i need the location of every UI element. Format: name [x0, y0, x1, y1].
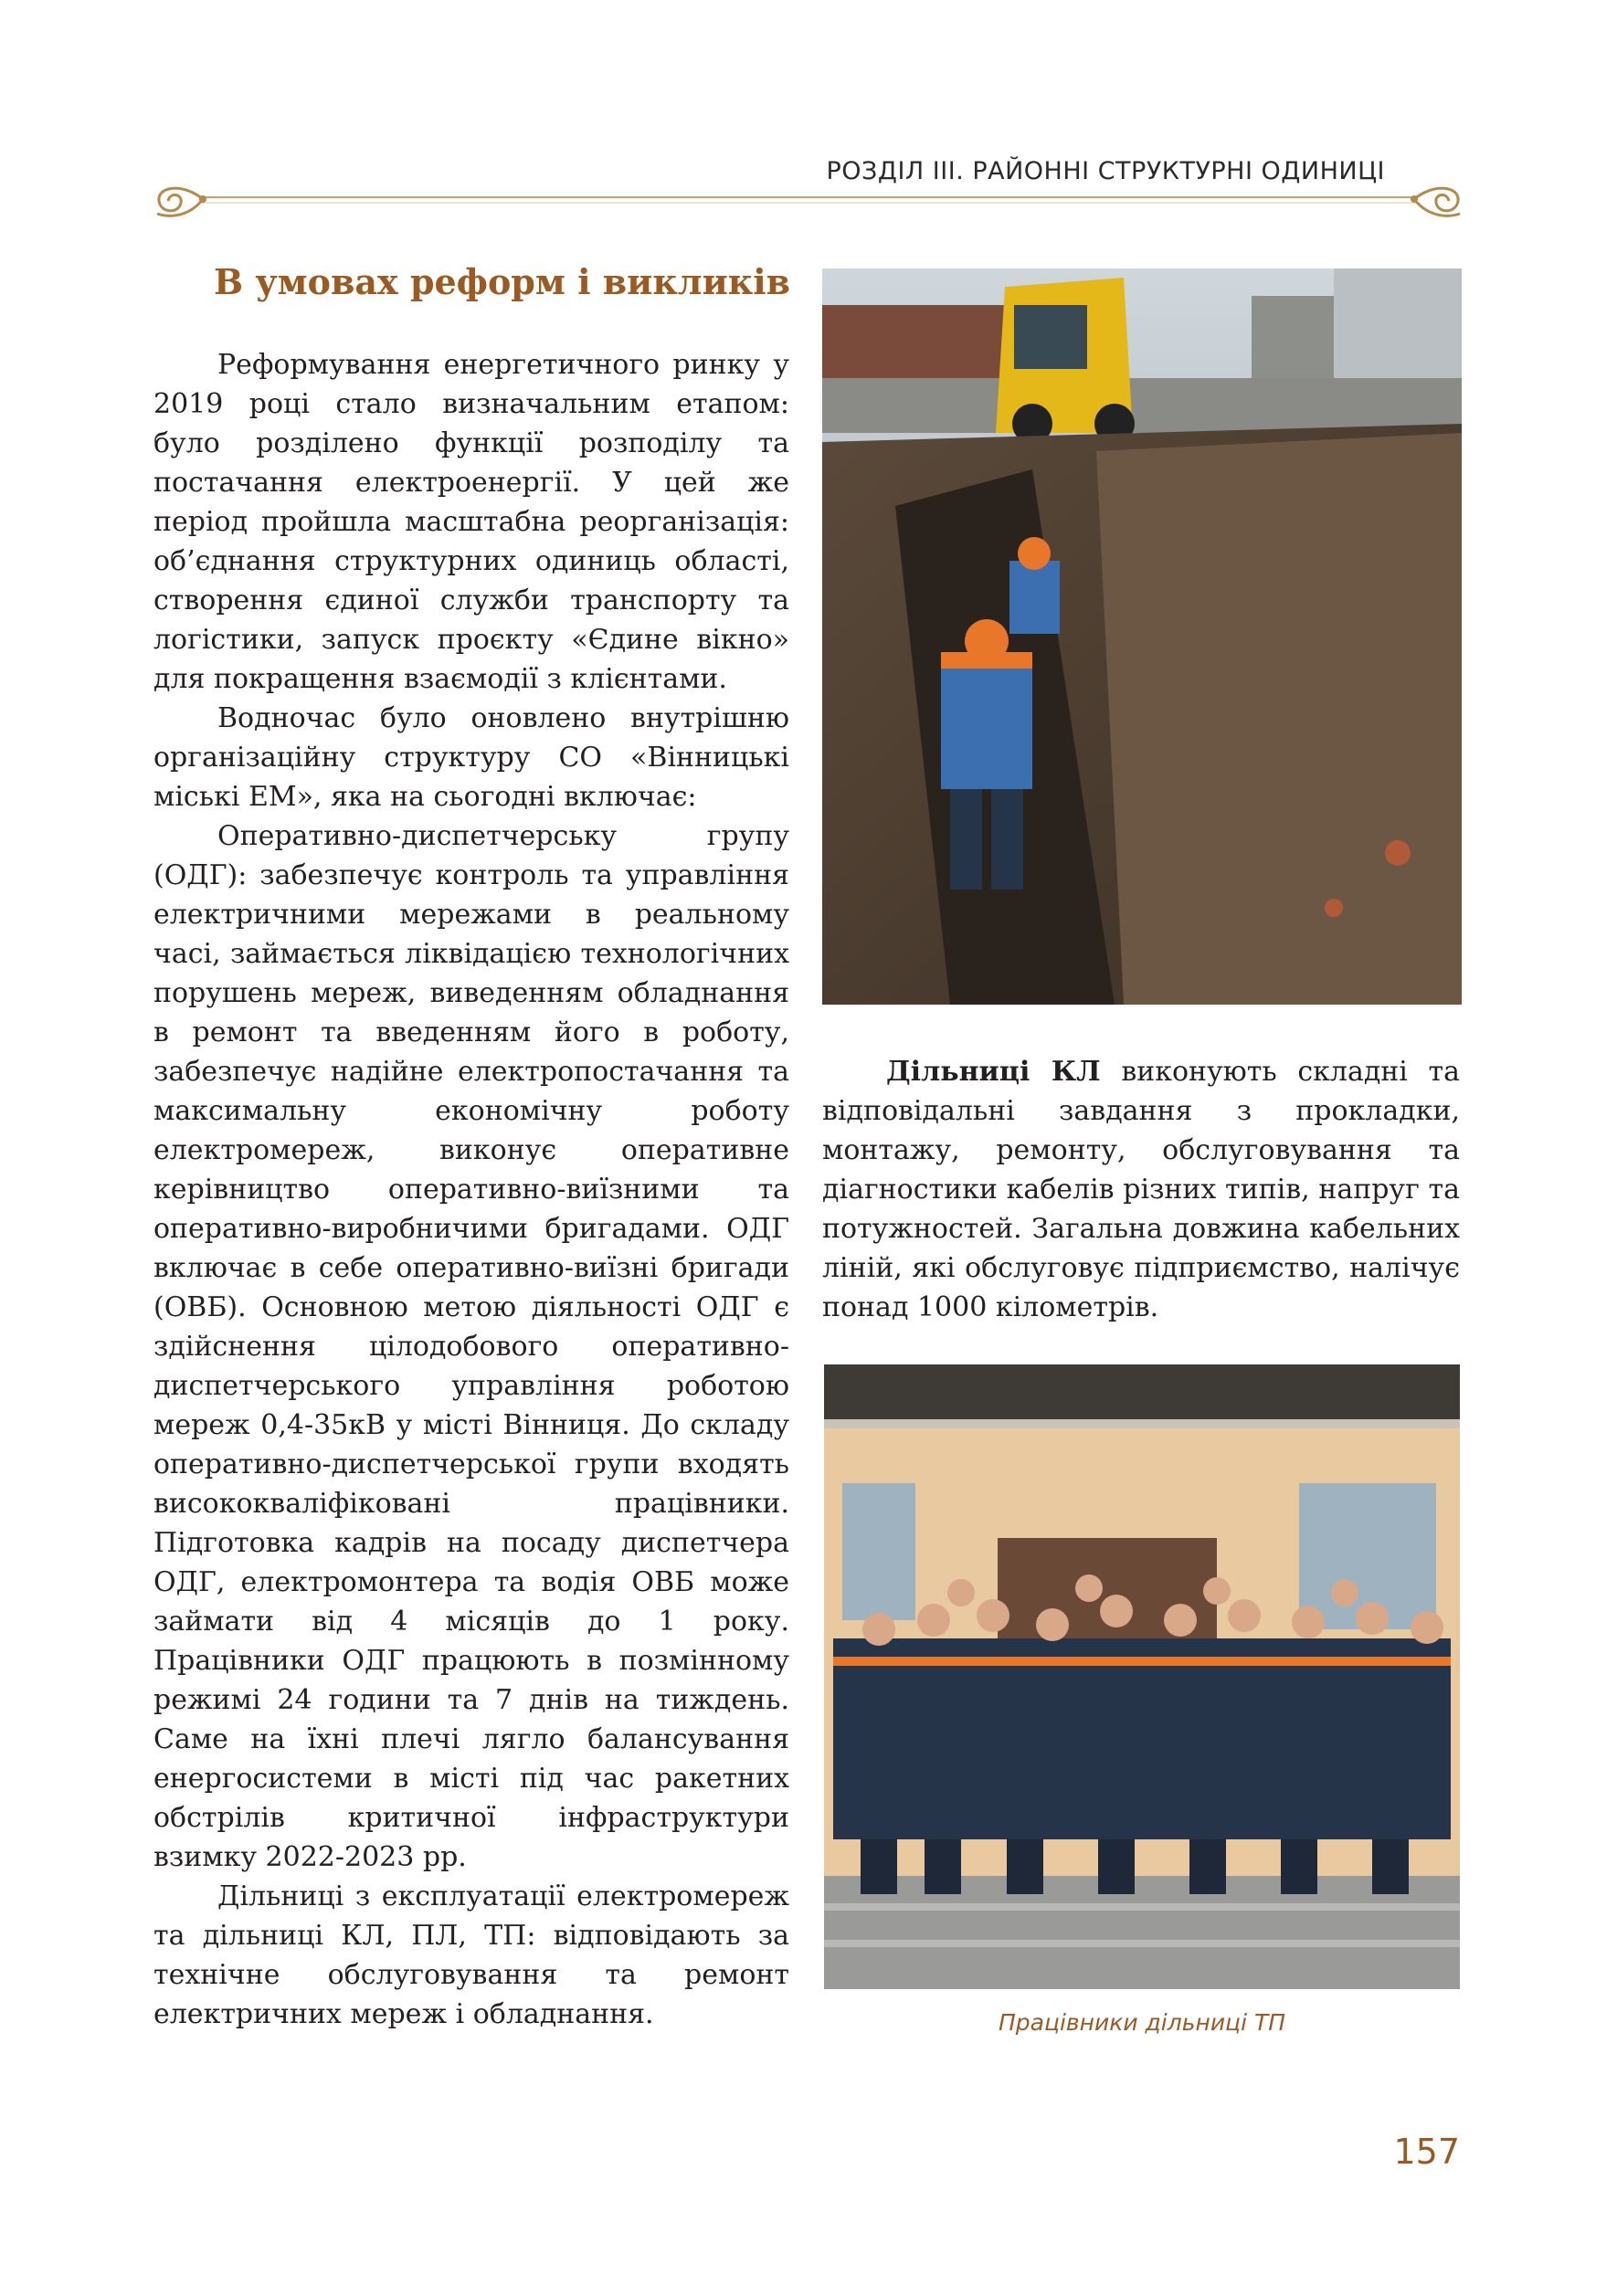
paragraph-1: Реформування енергетичного ринку у 2019 році стало визначальним етапом: було розділено функції розподілу та постачання електроенергії. У цей же період пройшла масштабна реорганізація: об’єднання структурних одиниць області, створення єдиної служби транспорту та логістики, запуск проєкту «Єдине вікно» для покращення взаємодії з клієнтами. — [153, 349, 789, 695]
paragraph-3: Оперативно-диспетчерську групу (ОДГ): забезпечує контроль та управління електричними мережами в реальному часі, займається ліквідацією технологічних порушень мереж, виведенням обладнання в ремонт та введенням його в роботу, забезпечує надійне електропостачання та максимальну економічну роботу електромереж, виконує оперативне керівництво оперативно-виїзними та оперативно-виробничими бригадами. ОДГ включає в себе оперативно-виїзні бригади (ОВБ). Основною метою діяльності ОДГ є здійснення цілодобового оперативно-диспетчерського управління роботою мереж 0,4-35кВ у місті Вінниця. До складу оперативно-диспетчерської групи входять висококваліфіковані працівники. Підготовка кадрів на посаду диспетчера ОДГ, електромонтера та водія ОВБ може займати від 4 місяців до 1 року. Працівники ОДГ працюють в позмінному режимі 24 години та 7 днів на тиждень. Саме на їхні плечі лягло балансування енергосистеми в місті під час ракетних обстрілів критичної інфраструктури взимку 2022-2023 рр. — [153, 820, 789, 1873]
team-photo-caption: Працівники дільниці ТП — [998, 2009, 1286, 2036]
header-ornament — [146, 174, 1471, 221]
paragraph-4: Дільниці з експлуатації електромереж та дільниці КЛ, ПЛ, ТП: відповідають за технічне обслуговування та ремонт електричних мереж і обладнання. — [153, 1880, 789, 2030]
cable-section-paragraph — [822, 1052, 1460, 1327]
right-column — [822, 1052, 1460, 1327]
paragraph-2: Водночас було оновлено внутрішню організаційну структуру СО «Вінницькі міські ЕМ», яка на сьогодні включає: — [153, 702, 789, 813]
left-column — [153, 345, 789, 2034]
section-title: В умовах реформ і викликів — [214, 261, 791, 302]
cable-section-lead: Дільниці КЛ — [886, 1056, 1101, 1088]
trench-work-photo — [822, 269, 1462, 1005]
team-photo — [824, 1364, 1460, 1989]
cable-section-text: виконують складні та відповідальні завдання з прокладки, монтажу, ремонту, обслуговування та діагностики кабелів різних типів, напруг та потужностей. Загальна довжина кабельних ліній, які обслуговує підприємство, налічує понад 1000 кілометрів. — [822, 1056, 1460, 1323]
chapter-header: РОЗДІЛ ІІІ. РАЙОННІ СТРУКТУРНІ ОДИНИЦІ — [826, 157, 1385, 185]
page-number: 157 — [1393, 2132, 1460, 2172]
